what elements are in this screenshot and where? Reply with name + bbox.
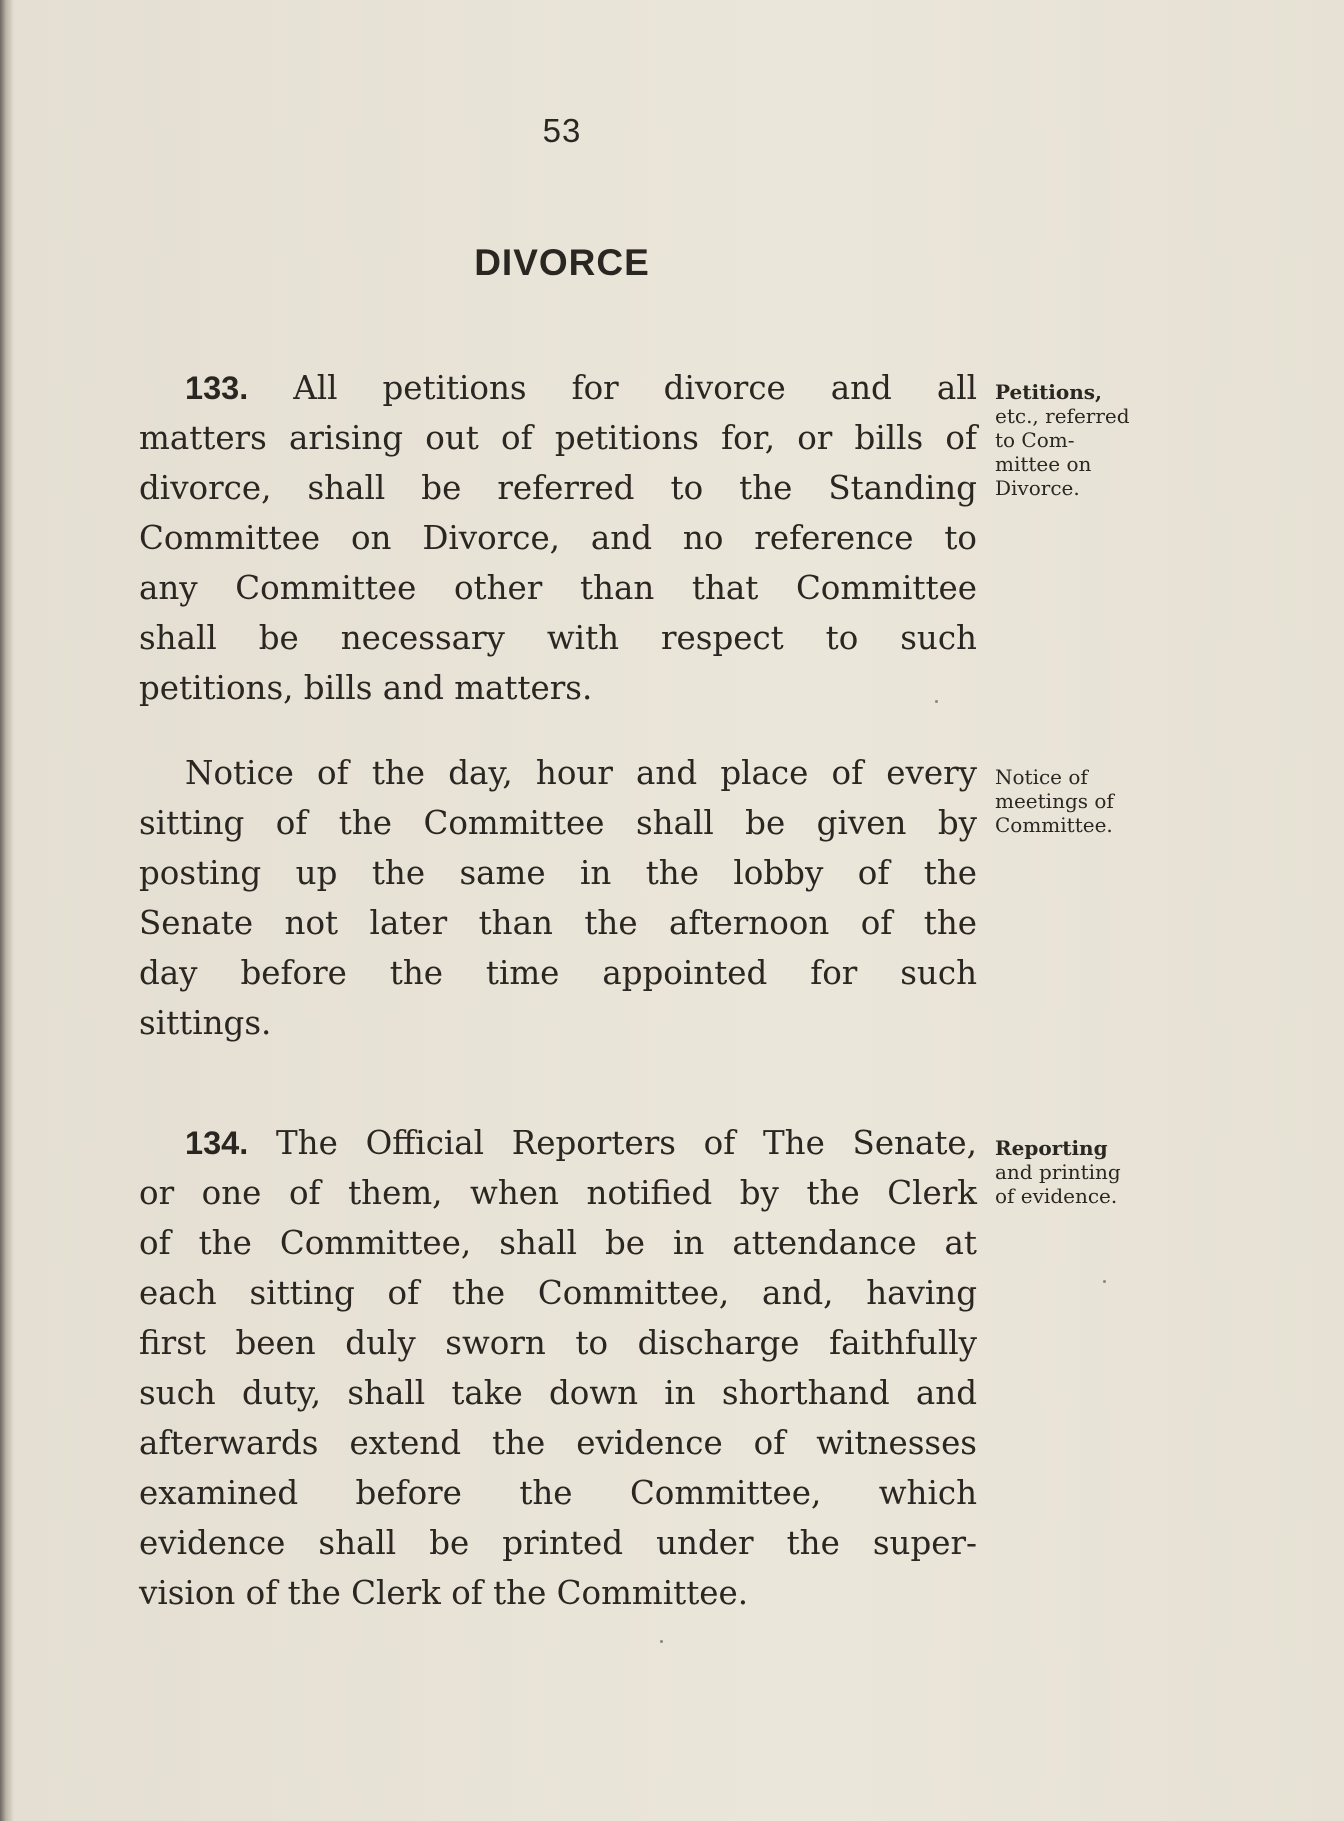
margin-note-notice: [995, 765, 1195, 837]
notice-paragraph: [139, 748, 977, 1048]
paragraph-line: shall be necessary with respect to such: [139, 619, 977, 657]
margin-note-line: meetings of: [995, 789, 1114, 813]
paragraph-line: afterwards extend the evidence of witnesses: [139, 1424, 977, 1462]
paragraph-line: sittings.: [139, 1004, 272, 1042]
paragraph-line: vision of the Clerk of the Committee.: [139, 1574, 749, 1612]
margin-note-reporting: [995, 1136, 1195, 1208]
paragraph-line: examined before the Committee, which: [139, 1474, 977, 1512]
paper-speck: [935, 700, 938, 703]
paragraph-line: Senate not later than the afternoon of the: [139, 904, 977, 942]
rule-number: 134.: [185, 1125, 249, 1161]
paragraph-line: divorce, shall be referred to the Standing: [139, 469, 977, 507]
paragraph-line: 133. All petitions for divorce and all: [185, 369, 977, 407]
margin-note-line: and printing: [995, 1160, 1121, 1184]
rule-134-paragraph: [139, 1118, 977, 1618]
paragraph-line: Notice of the day, hour and place of every: [185, 754, 977, 792]
margin-note-line: Petitions,: [995, 380, 1103, 404]
margin-note-line: mittee on: [995, 452, 1092, 476]
rule-133-paragraph: [139, 363, 977, 713]
paragraph-line: 134. The Official Reporters of The Senate,: [185, 1124, 977, 1162]
paper-speck: [660, 1640, 663, 1643]
paragraph-line: matters arising out of petitions for, or bills of: [139, 419, 977, 457]
rule-number: 133.: [185, 370, 249, 406]
margin-note-line: Reporting: [995, 1136, 1108, 1160]
paragraph-line: evidence shall be printed under the super-: [139, 1524, 977, 1562]
margin-note-line: of evidence.: [995, 1184, 1118, 1208]
paragraph-line: posting up the same in the lobby of the: [139, 854, 977, 892]
margin-note-line: etc., referred: [995, 404, 1130, 428]
margin-note-line: Divorce.: [995, 476, 1080, 500]
section-title: DIVORCE: [474, 242, 650, 283]
paper-speck: [1103, 1280, 1106, 1283]
paragraph-line: any Committee other than that Committee: [139, 569, 977, 607]
margin-note-line: Committee.: [995, 813, 1113, 837]
page-number: 53: [542, 112, 582, 149]
paragraph-line: day before the time appointed for such: [139, 954, 977, 992]
paragraph-line: such duty, shall take down in shorthand and: [139, 1374, 977, 1412]
paragraph-line: sitting of the Committee shall be given by: [139, 804, 977, 842]
paragraph-line: first been duly sworn to discharge faithfully: [139, 1324, 977, 1362]
paragraph-line: petitions, bills and matters.: [139, 669, 593, 707]
paragraph-line: or one of them, when notified by the Clerk: [139, 1174, 977, 1212]
paragraph-line: each sitting of the Committee, and, having: [139, 1274, 977, 1312]
margin-note-line: Notice of: [995, 765, 1088, 789]
margin-note-petitions: [995, 380, 1195, 500]
paragraph-line: of the Committee, shall be in attendance at: [139, 1224, 977, 1262]
paragraph-line: Committee on Divorce, and no reference to: [139, 519, 977, 557]
margin-note-line: to Com-: [995, 428, 1075, 452]
